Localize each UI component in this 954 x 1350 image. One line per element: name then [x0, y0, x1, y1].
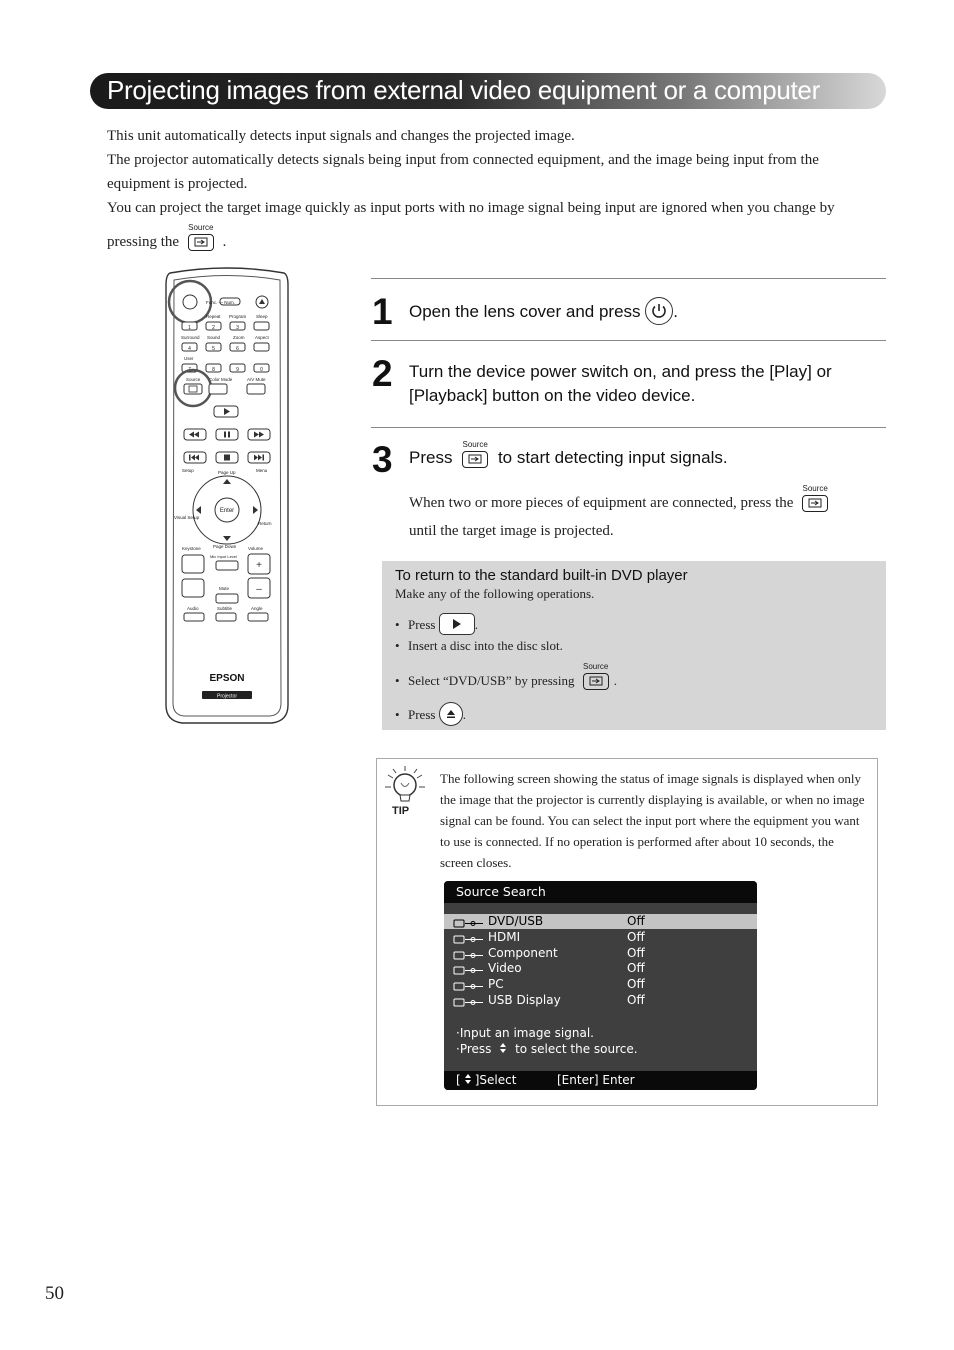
step-3-text-post: to start detecting input signals. — [497, 448, 728, 467]
remote-label-mute: Mute — [219, 586, 230, 591]
play-button-icon — [439, 613, 475, 635]
source-button-icon — [581, 662, 611, 691]
remote-label-visual-setup: Visual Setup — [174, 515, 200, 520]
source-status: Off — [627, 993, 645, 1007]
source-name: DVD/USB — [488, 914, 544, 928]
source-row[interactable] — [444, 946, 757, 961]
screen-msg-2 — [456, 1042, 638, 1056]
power-button-icon — [645, 297, 673, 325]
remote-volume-minus: – — [256, 584, 262, 595]
source-search-title: Source Search — [444, 881, 757, 903]
screen-footer: [ ]Select [Enter] Enter — [444, 1071, 757, 1090]
video-icon — [453, 964, 485, 973]
source-label: Source — [462, 440, 488, 449]
remote-key-7: 7 — [188, 367, 191, 373]
source-status: Off — [627, 945, 645, 960]
source-label: Source — [188, 223, 214, 232]
bullet: • — [395, 707, 400, 722]
remote-label-return: Return — [258, 521, 272, 526]
remote-label-setup: Setup — [182, 468, 194, 473]
remote-label-mic-input-level: Mic Input Level — [210, 554, 237, 559]
page-title: Projecting images from external video equipment or a computer — [107, 75, 820, 105]
footer-select-label: Select — [479, 1073, 517, 1087]
remote-label-color-mode: Color Mode — [209, 377, 233, 382]
step-3-number: 3 — [372, 439, 393, 480]
remote-key-5: 5 — [212, 346, 215, 352]
return-box-title: To return to the standard built-in DVD player — [395, 567, 688, 584]
step-1-text-pre: Open the lens cover and press — [409, 302, 641, 321]
source-label: Source — [802, 484, 828, 493]
remote-label-angle: Angle — [251, 606, 263, 611]
remote-key-0: 0 — [260, 367, 263, 373]
remote-control-illustration — [160, 265, 295, 730]
source-search-screen — [444, 881, 757, 1090]
return-item-2: Insert a disc into the disc slot. — [408, 638, 563, 653]
step-1-number: 1 — [372, 291, 393, 332]
hdmi-icon — [453, 933, 485, 942]
bullet: • — [395, 638, 400, 653]
intro-line-4-pre: pressing the — [107, 234, 180, 250]
step-3-text-pre: Press — [409, 448, 453, 467]
remote-label-page-up: Page Up — [218, 470, 236, 475]
component-icon — [453, 949, 485, 958]
step-3-note-post: until the target image is projected. — [409, 523, 614, 539]
return-item-play — [395, 613, 478, 635]
remote-label-repeat: Repeat — [206, 314, 221, 319]
step-3-text — [409, 440, 879, 470]
intro-line-1: This unit automatically detects input signals and changes the projected image. — [107, 128, 575, 144]
source-status: Off — [627, 961, 645, 976]
intro-text — [107, 124, 882, 254]
remote-label-aspect: Aspect — [255, 335, 269, 340]
tip-text: The following screen showing the status of image signals is displayed when only the image that the projector is currently displaying is available, or when no image signal can be found. You can select the input port where the equipment you want to use is connected. If no operation is performed after about 10 seconds, the screen closes. — [440, 771, 865, 870]
return-item-1-pre: Press — [408, 617, 436, 632]
return-item-eject — [395, 702, 466, 726]
remote-key-1: 1 — [188, 325, 191, 331]
source-status: Off — [627, 977, 645, 992]
tip-label: TIP — [392, 805, 410, 817]
source-name: Video — [488, 961, 522, 976]
source-row[interactable] — [444, 914, 757, 929]
screen-msg-1: ·Input an image signal. — [456, 1026, 594, 1040]
remote-key-3: 3 — [236, 325, 239, 331]
remote-label-sound: Sound — [207, 335, 221, 340]
source-label: Source — [583, 662, 609, 671]
step-1-text — [409, 297, 879, 325]
return-item-3-post: . — [613, 673, 617, 688]
remote-label-zoom: Zoom — [233, 335, 245, 340]
screen-msg-2-pre: ·Press — [456, 1042, 492, 1056]
dvd-usb-icon — [453, 917, 485, 926]
source-button-icon — [800, 484, 830, 513]
remote-label-page-down: Page Down — [213, 544, 237, 549]
intro-line-3: You can project the target image quickly as input ports with no image signal being input are ignored when you change by — [107, 200, 835, 216]
source-row[interactable] — [444, 961, 757, 976]
return-item-4-pre: Press — [408, 707, 436, 722]
remote-model: Projector — [216, 693, 238, 700]
source-row[interactable] — [444, 993, 757, 1008]
page-number: 50 — [45, 1283, 64, 1304]
source-button-icon — [460, 440, 490, 469]
intro-line-4-post: . — [222, 234, 227, 250]
eject-button-icon — [439, 702, 463, 726]
usb-display-icon — [453, 996, 485, 1005]
remote-key-2: 2 — [212, 325, 215, 331]
step-3-note — [409, 484, 879, 545]
return-box-subtitle: Make any of the following operations. — [395, 586, 595, 601]
remote-volume-plus: + — [256, 560, 262, 571]
remote-label-keystone: Keystone — [182, 546, 201, 551]
step-divider — [371, 340, 886, 341]
intro-line-2: The projector automatically detects signals being input from connected equipment, and the image being input from the equipment is projected. — [107, 152, 819, 192]
remote-label-source: Source — [186, 377, 201, 382]
remote-label-menu: Menu — [256, 468, 268, 473]
return-item-source — [395, 662, 617, 691]
bullet: • — [395, 673, 400, 688]
remote-label-volume: Volume — [248, 546, 264, 551]
section-title-banner — [90, 73, 886, 109]
remote-label-program: Program — [229, 314, 247, 319]
return-item-4-post: . — [462, 707, 466, 722]
step-2-text: Turn the device power switch on, and press the [Play] or [Playback] button on the video device. — [409, 362, 832, 405]
remote-label-sleep: Sleep — [256, 314, 268, 319]
remote-label-audio: Audio — [187, 606, 199, 611]
return-item-disc — [395, 638, 563, 654]
remote-label-subtitle: Subtitle — [217, 606, 233, 611]
remote-enter-label: Enter — [219, 508, 235, 514]
step-1-text-post: . — [673, 302, 678, 321]
up-down-arrow-icon — [463, 1073, 473, 1085]
remote-brand: EPSON — [209, 673, 245, 684]
remote-key-4: 4 — [188, 346, 191, 352]
step-divider — [371, 278, 886, 279]
remote-key-6: 6 — [236, 346, 239, 352]
tip-box — [376, 758, 878, 1106]
source-name: USB Display — [488, 993, 561, 1007]
footer-enter-label: [Enter] Enter — [557, 1073, 635, 1087]
screen-msg-2-post: to select the source. — [515, 1042, 638, 1056]
remote-key-9: 9 — [236, 367, 239, 373]
source-name: PC — [488, 977, 504, 992]
step-divider — [371, 427, 886, 428]
intro-line-4 — [107, 223, 882, 254]
remote-key-8: 8 — [212, 367, 215, 373]
source-status: Off — [627, 929, 645, 944]
remote-label-av-mute: A/V Mute — [247, 377, 266, 382]
pc-icon — [453, 980, 485, 989]
remote-label-user: User — [184, 356, 194, 361]
source-name: HDMI — [488, 929, 521, 944]
source-button-icon — [186, 223, 216, 252]
return-item-1-post: . — [474, 617, 478, 632]
step-3-note-pre: When two or more pieces of equipment are connected, press the — [409, 495, 794, 511]
remote-label-surround: Surround — [181, 335, 200, 340]
return-to-dvd-box — [382, 561, 886, 730]
source-row[interactable] — [444, 977, 757, 992]
source-status: Off — [627, 914, 645, 928]
return-item-3-pre: Select “DVD/USB” by pressing — [408, 673, 575, 688]
up-down-arrow-icon — [498, 1042, 508, 1054]
step-2-number: 2 — [372, 353, 393, 394]
source-row[interactable] — [444, 930, 757, 945]
source-name: Component — [488, 945, 558, 960]
bullet: • — [395, 617, 400, 632]
remote-switch-label: Func. — Num. — [206, 300, 236, 305]
